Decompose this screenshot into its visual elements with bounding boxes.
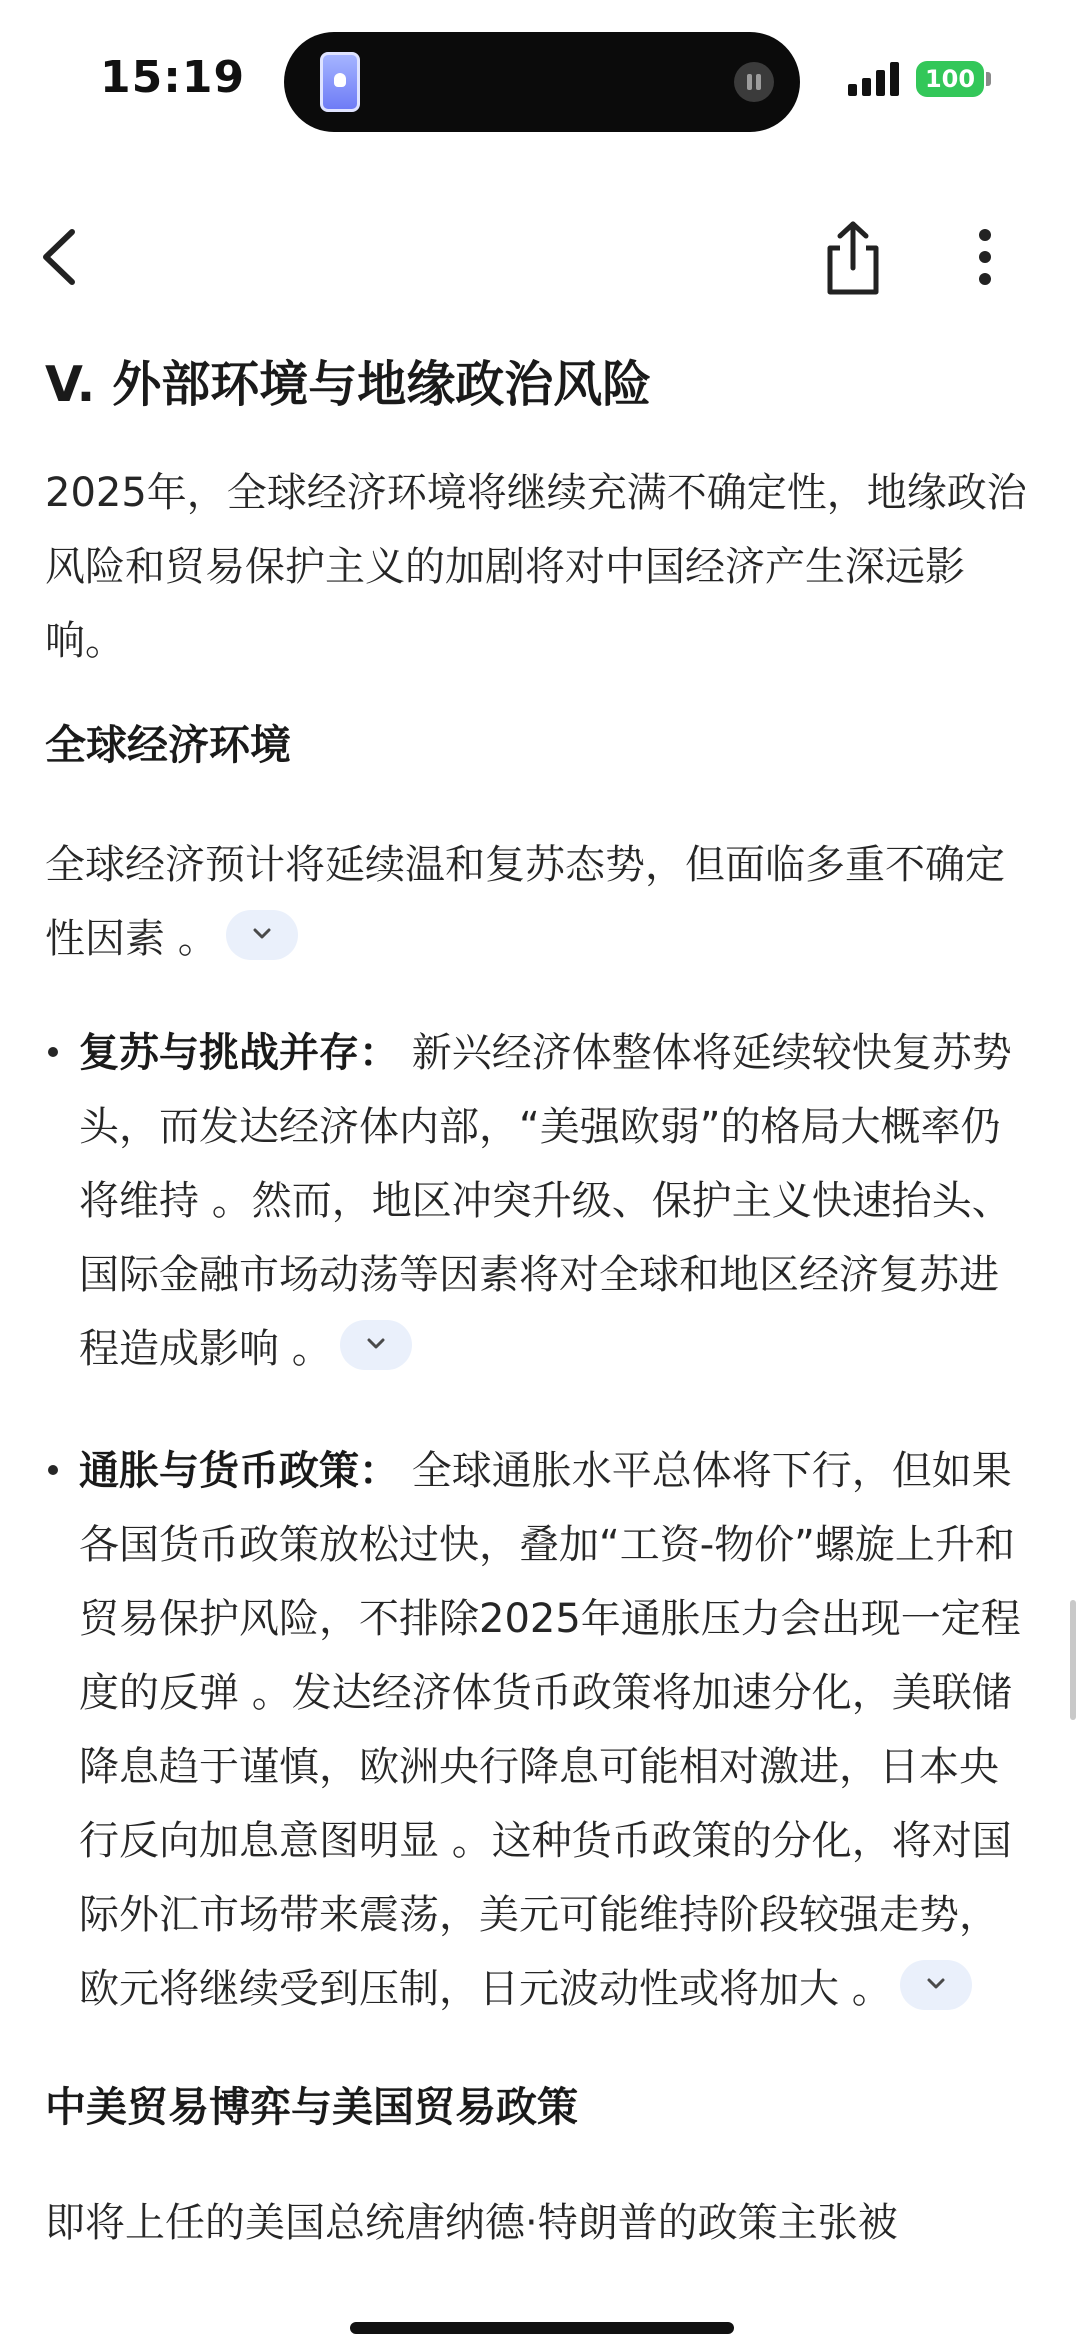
subsection-title-us-china-trade: 中美贸易博弈与美国贸易政策 [45, 2083, 578, 2131]
section-heading: V. 外部环境与地缘政治风险 [45, 356, 652, 413]
article-content [45, 340, 1035, 2260]
app-activity-icon [320, 52, 360, 112]
back-button[interactable] [36, 222, 88, 292]
expand-sources-chip[interactable] [340, 1320, 412, 1370]
list-item-text: 新兴经济体整体将延续较快复苏势头，而发达经济体内部，“美强欧弱”的格局大概率仍将维持 。然而，地区冲突升级、保护主义快速抬头、国际金融市场动荡等因素将对全球和地区经济复苏进程造成影响 。 [79, 1030, 1012, 1372]
summary-paragraph [45, 828, 1035, 976]
dynamic-island[interactable] [284, 32, 800, 132]
cellular-signal-icon [848, 60, 900, 96]
status-time: 15:19 [100, 52, 246, 103]
chevron-down-icon [366, 1337, 386, 1351]
intro-paragraph: 2025年，全球经济环境将继续充满不确定性，地缘政治风险和贸易保护主义的加剧将对中国经济产生深远影响。 [45, 470, 1027, 664]
trade-paragraph: 即将上任的美国总统唐纳德·特朗普的政策主张被 [45, 2200, 898, 2246]
home-indicator[interactable] [350, 2322, 734, 2334]
battery-tip [986, 72, 991, 86]
battery-indicator: 100 [916, 61, 984, 97]
list-item [45, 1434, 1035, 2026]
list-item [45, 1016, 1035, 1386]
bullet-list [45, 1016, 1035, 2026]
chevron-left-icon [36, 222, 88, 292]
subsection-title-global-economy: 全球经济环境 [45, 721, 291, 769]
scrollbar-thumb[interactable] [1070, 1600, 1076, 1720]
pause-icon[interactable] [734, 62, 774, 102]
status-bar [0, 0, 1080, 150]
share-icon [818, 218, 888, 298]
list-item-title: 复苏与挑战并存： [79, 1030, 399, 1076]
chevron-down-icon [252, 927, 272, 941]
more-options-button[interactable] [960, 222, 1010, 292]
expand-sources-chip[interactable] [900, 1960, 972, 2010]
share-button[interactable] [818, 218, 888, 298]
expand-sources-chip[interactable] [226, 910, 298, 960]
more-vertical-icon [960, 222, 1010, 292]
list-item-text: 全球通胀水平总体将下行，但如果各国货币政策放松过快，叠加“工资-物价”螺旋上升和贸易保护风险，不排除2025年通胀压力会出现一定程度的反弹 。发达经济体货币政策将加速分化，美联储降息趋于谨慎，欧洲央行降息可能相对激进，日本央行反向加息意图明显 。这种货币政策的分化，将对国际外汇市场带来震荡，美元可能维持阶段较强走势，欧元将继续受到压制，日元波动性或将加大 。 [79, 1448, 1021, 2012]
summary-text: 全球经济预计将延续温和复苏态势，但面临多重不确定性因素 。 [45, 842, 1005, 962]
list-item-title: 通胀与货币政策： [79, 1448, 399, 1494]
chevron-down-icon [926, 1977, 946, 1991]
